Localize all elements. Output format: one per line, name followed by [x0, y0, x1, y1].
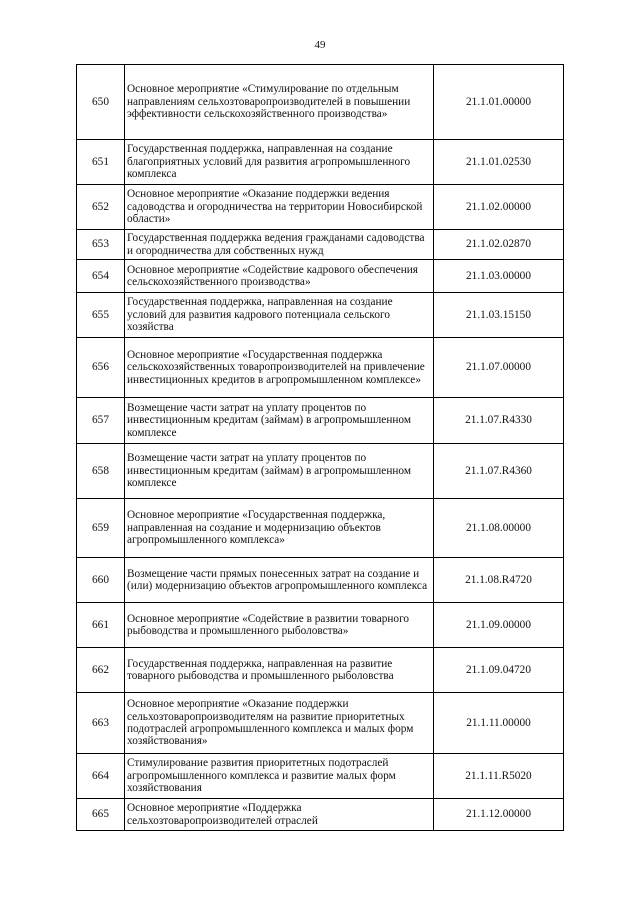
row-description: Возмещение части затрат на уплату процентов по инвестиционным кредитам (займам) в агропромышленном комплексе: [125, 444, 434, 499]
page-number: 49: [314, 39, 326, 51]
row-code: 21.1.02.00000: [434, 185, 564, 230]
row-description: Возмещение части затрат на уплату процентов по инвестиционным кредитам (займам) в агропромышленном комплексе: [125, 398, 434, 444]
table-row: [77, 799, 564, 831]
row-description: Государственная поддержка ведения гражданами садоводства и огородничества для собственных нужд: [125, 230, 434, 260]
row-code: 21.1.07.00000: [434, 338, 564, 398]
row-description: Основное мероприятие «Государственная поддержка, направленная на создание и модернизацию объектов агропромышленного комплекса»: [125, 499, 434, 558]
row-description: Основное мероприятие «Содействие в развитии товарного рыбоводства и промышленного рыболовства»: [125, 603, 434, 648]
row-description: Возмещение части прямых понесенных затрат на создание и (или) модернизацию объектов агропромышленного комплекса: [125, 558, 434, 603]
row-code: 21.1.09.04720: [434, 648, 564, 693]
row-number: 661: [77, 603, 125, 648]
table-row: [77, 648, 564, 693]
row-code: 21.1.01.00000: [434, 65, 564, 140]
table-row: [77, 140, 564, 185]
row-number: 650: [77, 65, 125, 140]
row-code: 21.1.08.R4720: [434, 558, 564, 603]
row-code: 21.1.09.00000: [434, 603, 564, 648]
row-code: 21.1.07.R4360: [434, 444, 564, 499]
row-number: 659: [77, 499, 125, 558]
table-row: [77, 754, 564, 799]
table-row: [77, 398, 564, 444]
row-number: 658: [77, 444, 125, 499]
row-code: 21.1.07.R4330: [434, 398, 564, 444]
row-description: Основное мероприятие «Оказание поддержки сельхозтоваропроизводителям на развитие приоритетных подотраслей агропромышленного комплекса и малых форм хозяйствования»: [125, 693, 434, 754]
row-code: 21.1.11.R5020: [434, 754, 564, 799]
row-number: 657: [77, 398, 125, 444]
row-number: 655: [77, 293, 125, 338]
table-row: [77, 693, 564, 754]
table-row: [77, 185, 564, 230]
row-description: Государственная поддержка, направленная на развитие товарного рыбоводства и промышленного рыболовства: [125, 648, 434, 693]
row-number: 664: [77, 754, 125, 799]
table-row: [77, 444, 564, 499]
row-number: 651: [77, 140, 125, 185]
row-code: 21.1.11.00000: [434, 693, 564, 754]
table-row: [77, 499, 564, 558]
row-number: 663: [77, 693, 125, 754]
row-description: Государственная поддержка, направленная на создание благоприятных условий для развития агропромышленного комплекса: [125, 140, 434, 185]
table-row: [77, 260, 564, 293]
table-row: [77, 293, 564, 338]
row-description: Государственная поддержка, направленная на создание условий для развития кадрового потенциала сельского хозяйства: [125, 293, 434, 338]
row-description: Основное мероприятие «Поддержка сельхозтоваропроизводителей отраслей: [125, 799, 434, 831]
row-code: 21.1.02.02870: [434, 230, 564, 260]
row-description: Основное мероприятие «Стимулирование по отдельным направлениям сельхозтоваропроизводителей в повышении эффективности сельскохозяйственного производства»: [125, 65, 434, 140]
row-code: 21.1.12.00000: [434, 799, 564, 831]
row-description: Основное мероприятие «Содействие кадрового обеспечения сельскохозяйственного производства»: [125, 260, 434, 293]
table-row: [77, 230, 564, 260]
row-number: 662: [77, 648, 125, 693]
row-number: 653: [77, 230, 125, 260]
budget-classification-table: [76, 64, 564, 831]
row-description: Основное мероприятие «Государственная поддержка сельскохозяйственных товаропроизводителей на привлечение инвестиционных кредитов в агропромышленном комплексе»: [125, 338, 434, 398]
row-code: 21.1.08.00000: [434, 499, 564, 558]
row-number: 652: [77, 185, 125, 230]
table-row: [77, 603, 564, 648]
row-description: Стимулирование развития приоритетных подотраслей агропромышленного комплекса и развитие малых форм хозяйствования: [125, 754, 434, 799]
row-code: 21.1.03.15150: [434, 293, 564, 338]
row-description: Основное мероприятие «Оказание поддержки ведения садоводства и огородничества на территории Новосибирской области»: [125, 185, 434, 230]
table-row: [77, 338, 564, 398]
row-number: 654: [77, 260, 125, 293]
row-number: 665: [77, 799, 125, 831]
row-number: 656: [77, 338, 125, 398]
row-number: 660: [77, 558, 125, 603]
table-row: [77, 558, 564, 603]
table-row: [77, 65, 564, 140]
row-code: 21.1.03.00000: [434, 260, 564, 293]
row-code: 21.1.01.02530: [434, 140, 564, 185]
